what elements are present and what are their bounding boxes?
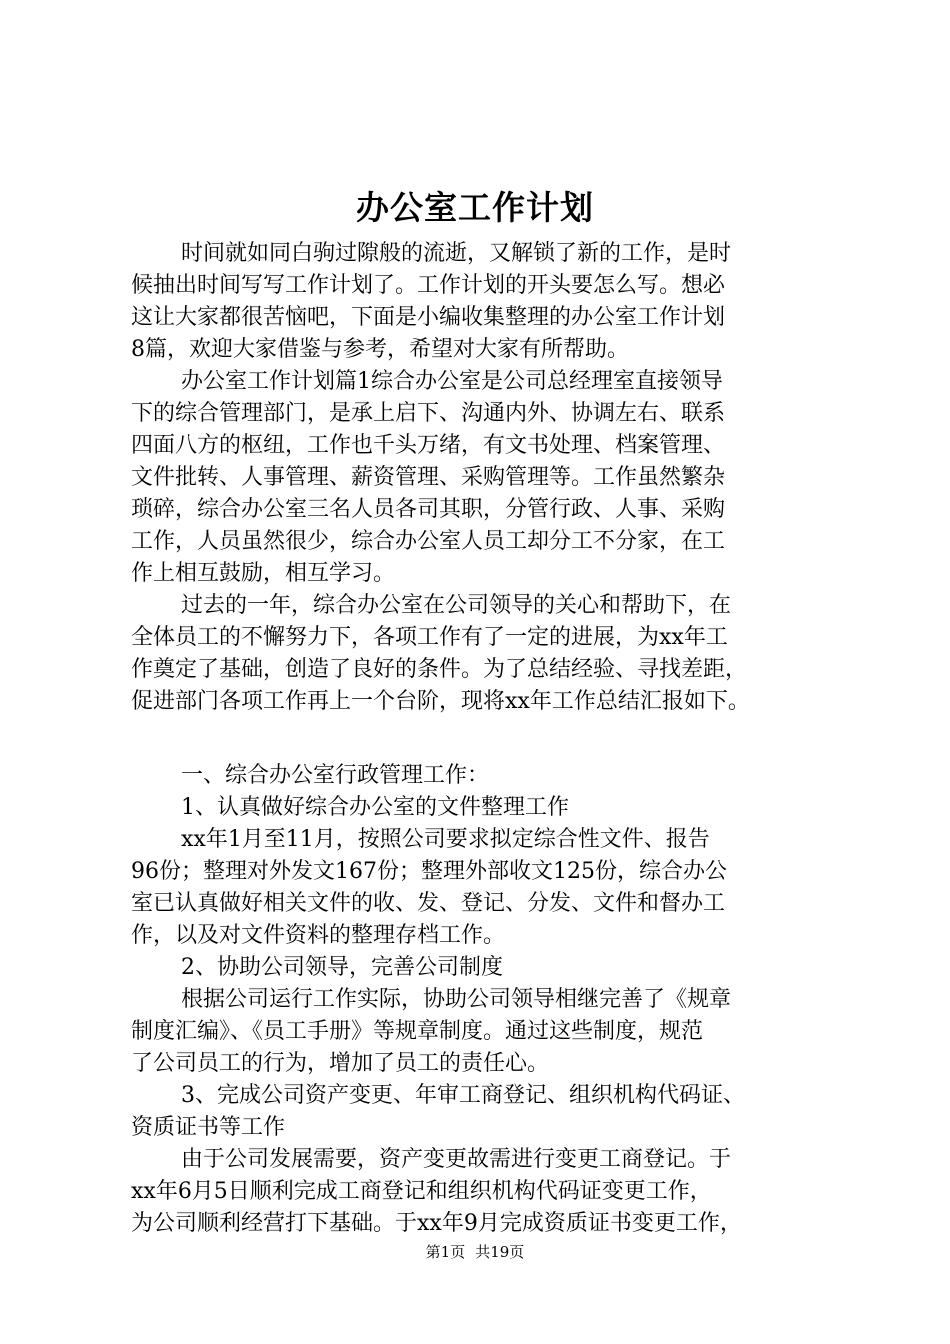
- text-line: 1、认真做好综合办公室的文件整理工作: [181, 795, 569, 820]
- text-line: 了公司员工的行为，增加了员工的责任心。: [131, 1051, 550, 1076]
- text-line: 下的综合管理部门，是承上启下、沟通内外、协调左右、联系: [131, 401, 726, 426]
- text-line: 为公司顺利经营打下基础。于xx年9月完成资质证书变更工作，: [131, 1211, 742, 1236]
- page-footer: [0, 1242, 950, 1262]
- text-line: 8篇，欢迎大家借鉴与参考，希望对大家有所帮助。: [131, 337, 629, 362]
- text-line: 由于公司发展需要，资产变更故需进行变更工商登记。于: [181, 1147, 732, 1172]
- page-number: 第1页: [425, 1243, 466, 1261]
- text-line: 2、协助公司领导，完善公司制度: [181, 955, 503, 980]
- text-line: 作奠定了基础，创造了良好的条件。为了总结经验、寻找差距，: [131, 657, 748, 682]
- text-line: xx年6月5日顺利完成工商登记和组织机构代码证变更工作，: [131, 1179, 712, 1204]
- text-line: 琐碎，综合办公室三名人员各司其职，分管行政、人事、采购: [131, 497, 726, 522]
- text-line: 根据公司运行工作实际，协助公司领导相继完善了《规章: [181, 987, 732, 1012]
- text-line: 一、综合办公室行政管理工作：: [181, 763, 490, 788]
- text-line: 室已认真做好相关文件的收、发、登记、分发、文件和督办工: [131, 891, 726, 916]
- text-line: 过去的一年，综合办公室在公司领导的关心和帮助下，在: [181, 593, 732, 618]
- text-line: 96份；整理对外发文167份；整理外部收文125份，综合办公: [131, 859, 727, 884]
- text-line: 促进部门各项工作再上一个台阶，现将xx年工作总结汇报如下。: [131, 689, 750, 714]
- text-line: 时间就如同白驹过隙般的流逝，又解锁了新的工作，是时: [181, 241, 732, 266]
- text-line: 办公室工作计划篇1综合办公室是公司总经理室直接领导: [181, 369, 723, 394]
- text-line: 作，以及对文件资料的整理存档工作。: [131, 923, 506, 948]
- text-line: 作上相互鼓励，相互学习。: [131, 561, 396, 586]
- text-line: 文件批转、人事管理、薪资管理、采购管理等。工作虽然繁杂: [131, 465, 726, 490]
- page-total: 共19页: [475, 1243, 525, 1261]
- text-line: 工作，人员虽然很少，综合办公室人员工却分工不分家，在工: [131, 529, 726, 554]
- text-line: xx年1月至11月，按照公司要求拟定综合性文件、报告: [181, 827, 710, 852]
- text-line: 全体员工的不懈努力下，各项工作有了一定的进展，为xx年工: [131, 625, 728, 650]
- text-line: 制度汇编》、《员工手册》等规章制度。通过这些制度，规范: [131, 1019, 704, 1044]
- paragraph-spacer: [131, 718, 831, 760]
- document-title: 办公室工作计划: [356, 188, 594, 227]
- text-line: 候抽出时间写写工作计划了。工作计划的开头要怎么写。想必: [131, 273, 726, 298]
- text-line: 3、完成公司资产变更、年审工商登记、组织机构代码证、: [181, 1083, 745, 1108]
- text-line: 这让大家都很苦恼吧，下面是小编收集整理的办公室工作计划: [131, 305, 726, 330]
- document-body: [131, 238, 831, 1240]
- text-line: 四面八方的枢纽，工作也千头万绪，有文书处理、档案管理、: [131, 433, 726, 458]
- text-line: 资质证书等工作: [131, 1115, 286, 1140]
